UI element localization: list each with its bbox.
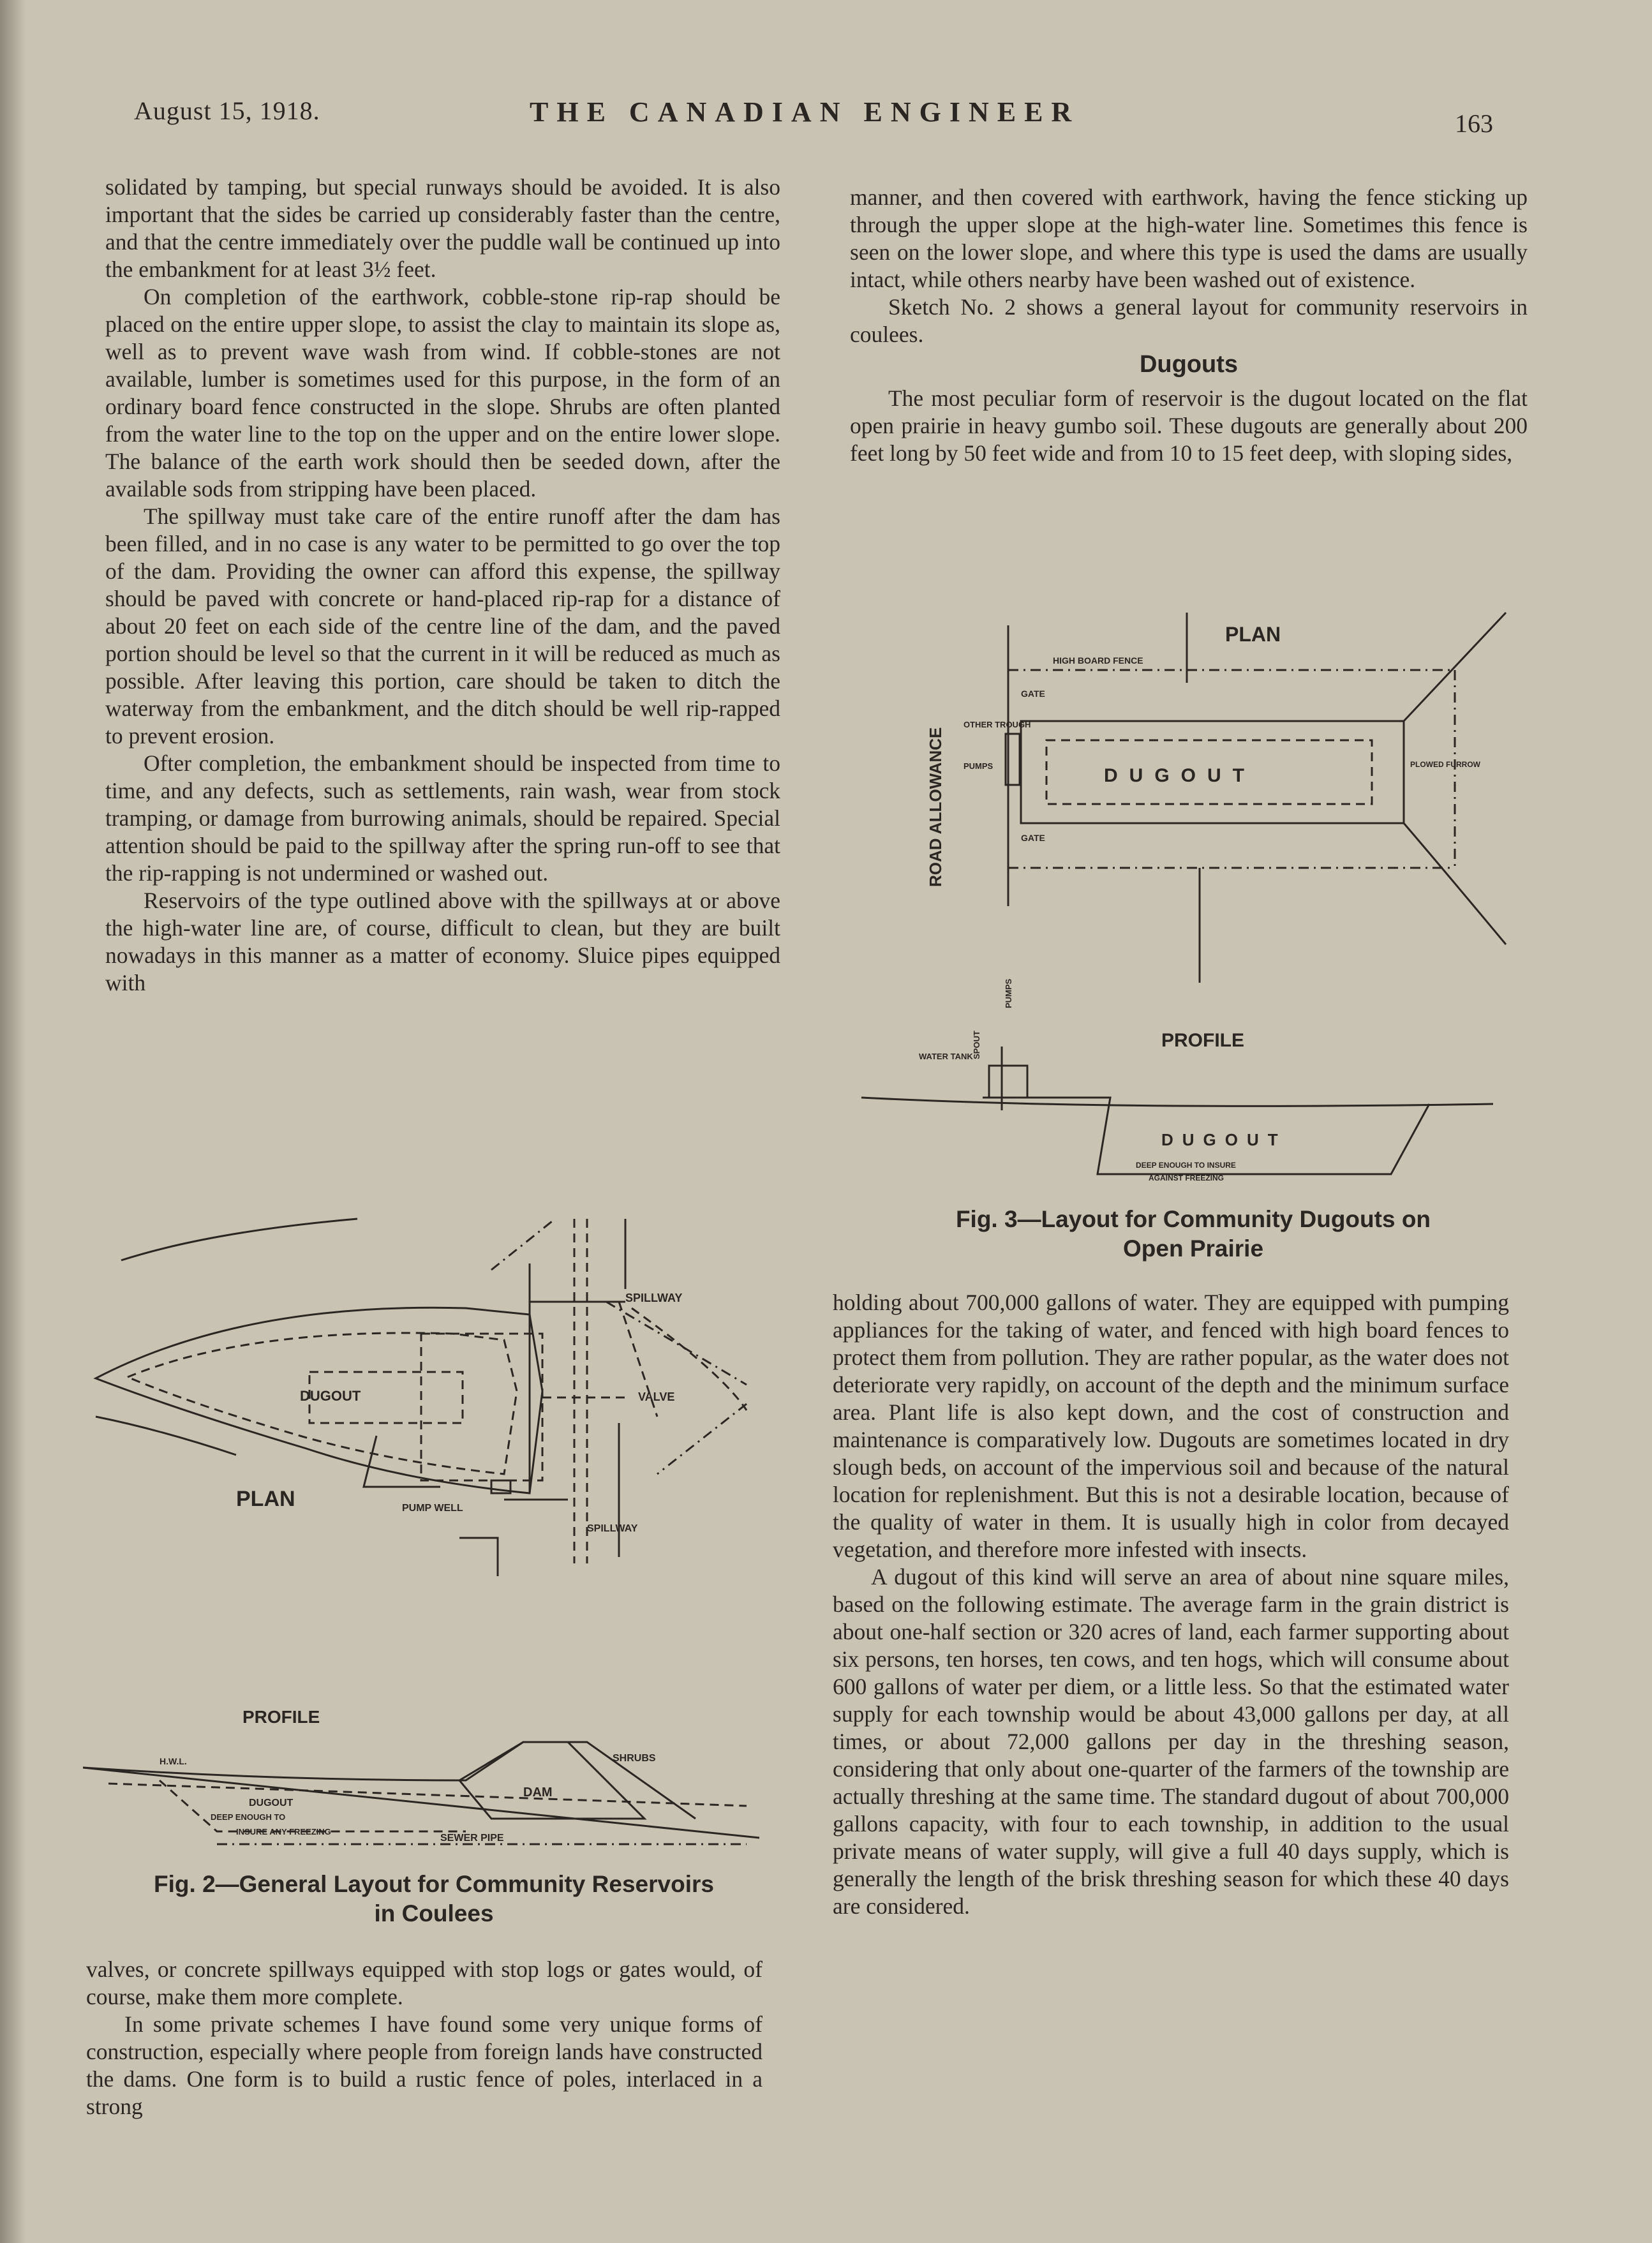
fig3-pumps-profile-label: PUMPS (1004, 978, 1013, 1008)
fig2-profile-label: PROFILE (242, 1707, 320, 1727)
figure-2-drawing (83, 1206, 772, 1870)
fig3-road-allowance-label: ROAD ALLOWANCE (926, 727, 945, 887)
fig3-other-trough-label: OTHER TROUGH (964, 720, 1031, 729)
fig2-shrubs-label: SHRUBS (613, 1753, 656, 1764)
paragraph: solidated by tamping, but special runways should be avoided. It is also important that the sides be carried up considerably faster than the centre, and that the centre immediately over the puddle wall be continued up into the embankment for at least 3½ feet. (105, 174, 780, 282)
fig2-sewer-label: SEWER PIPE (440, 1833, 504, 1844)
fig2-valve-label: VALVE (638, 1390, 675, 1403)
paragraph: Sketch No. 2 shows a general layout for community reservoirs in coulees. (850, 294, 1528, 347)
section-heading-dugouts: Dugouts (1139, 351, 1239, 378)
fig2-deep-enough-label: DEEP ENOUGH TO (211, 1812, 286, 1822)
paragraph: In some private schemes I have found some very unique forms of construction, especially where people from foreign lands have constructed the dams. One form is to build a rustic fence of poles, interlaced in a strong (86, 2011, 763, 2119)
fig3-pumps-label: PUMPS (964, 761, 993, 771)
paragraph: Ofter completion, the embankment should be inspected from time to time, and any defects, such as settlements, rain wash, wear from stock tramping, or damage from burrowing animals, should be repaired. Special attention should be paid to the spillway after the spring run-off to see that the rip-rapping is not undermined or washed out. (105, 750, 780, 886)
fig3-profile-label: PROFILE (1161, 1030, 1245, 1051)
header-date: August 15, 1918. (134, 96, 320, 125)
fig3-plan-label: PLAN (1225, 623, 1281, 646)
figure-2-caption-line-2: in Coulees (374, 1900, 494, 1926)
paragraph: On completion of the earthwork, cobble-stone rip-rap should be placed on the entire upper slope, to assist the clay to maintain its slope as, well as to prevent wave wash from wind. If cobble-stones are not available, lumber is sometimes used for this purpose, in the form of an ordinary board fence constructed in the slope. Shrubs are often planted from the water line to the top on the upper and on the entire lower slope. The balance of the earth work should then be seeded down, after the available sods from stripping have been placed. (105, 284, 780, 502)
fig2-spillway-bottom-label: SPILLWAY (587, 1523, 638, 1534)
figure-3-caption-line-2: Open Prairie (1122, 1235, 1264, 1262)
figure-3-caption-line-1: Fig. 3—Layout for Community Dugouts on (955, 1206, 1431, 1232)
fig3-against-freezing-label: AGAINST FREEZING (1149, 1174, 1224, 1182)
fig3-dugout-profile-label: DUGOUT (1161, 1130, 1287, 1149)
binding-shadow (0, 0, 26, 2243)
paragraph: holding about 700,000 gallons of water. They are equipped with pumping appliances for the taking of water, and fenced with high board fences to protect them from pollution. They are rather popular, as the water does not deteriorate very rapidly, on account of the depth and the minimum surface area. Plant life is also kept down, and the cost of construction and maintenance is comparatively low. Dugouts are sometimes located in dry slough beds, on account of the impervious soil and because of the natural location for replenishment. But this is not a desirable location, because of the quality of water in them. It is usually high in color from decayed vegetation, and therefore more infested with insects. (833, 1290, 1509, 1562)
figure-2-caption (105, 1870, 763, 1928)
running-header (0, 96, 1652, 147)
fig3-gate-top-label: GATE (1021, 689, 1045, 699)
figure-3-caption (855, 1205, 1531, 1263)
fig3-gate-bottom-label: GATE (1021, 833, 1045, 843)
fig3-dugout-label: DUGOUT (1104, 765, 1256, 786)
left-column-bottom (86, 1956, 763, 2120)
fig3-plowed-furrow-label: PLOWED FURROW (1410, 760, 1480, 769)
fig2-dugout-profile-label: DUGOUT (249, 1798, 294, 1808)
paragraph: The spillway must take care of the entire runoff after the dam has been filled, and in no case is any water to be permitted to go over the top of the dam. Providing the owner can afford this expense, the spillway should be paved with concrete or hand-placed rip-rap for a distance of about 20 feet on each side of the centre line of the dam, and the paved portion should be level so that the current in it will be reduced as much as possible. After leaving this portion, care should be taken to ditch the waterway from the embankment, and the ditch should be well rip-rapped to prevent erosion. (105, 503, 780, 749)
fig2-dugout-label: DUGOUT (300, 1388, 361, 1404)
fig3-deep-enough-label: DEEP ENOUGH TO INSURE (1136, 1161, 1236, 1170)
paragraph: valves, or concrete spillways equipped with stop logs or gates would, of course, make them more complete. (86, 1956, 763, 2009)
paragraph: Reservoirs of the type outlined above with the spillways at or above the high-water line are, of course, difficult to clean, but they are built nowadays in this manner as a matter of economy. Sluice pipes equipped with (105, 888, 780, 995)
figure-2-reservoir-layout (83, 1206, 772, 1870)
fig2-dam-label: DAM (523, 1785, 553, 1800)
fig2-spillway-top-label: SPILLWAY (625, 1292, 683, 1304)
figure-3-drawing (855, 600, 1531, 1200)
right-column-bottom (833, 1289, 1509, 1920)
paragraph: A dugout of this kind will serve an area of about nine square miles, based on the following estimate. The average farm in the grain district is about one-half section or 320 acres of land, each farmer supporting about six persons, ten horses, ten cows, and ten hogs, which will consume about 600 gallons of water per diem, or a little less. So that the estimated water supply for each township would be about 43,000 gallons per day, at all times, or about 72,000 gallons per day in the threshing season, considering that only about one-quarter of the farmers of the township are actually threshing at the same time. The standard dugout of about 700,000 gallons capacity, with four to each township, in addition to the usual private means of water supply, will give a full 40 days supply, which is generally the length of the brisk threshing season for which these 40 days are considered. (833, 1564, 1509, 1919)
header-page-number: 163 (1455, 109, 1493, 138)
fig2-insure-label: INSURE ANY FREEZING (236, 1827, 331, 1837)
left-column-top (105, 174, 780, 997)
fig3-spout-label: SPOUT (972, 1031, 981, 1059)
fig2-plan-label: PLAN (236, 1487, 295, 1511)
figure-2-caption-line-1: Fig. 2—General Layout for Community Reservoirs (154, 1871, 714, 1897)
header-journal-title: THE CANADIAN ENGINEER (530, 96, 1080, 128)
figure-3-dugout-layout (855, 600, 1531, 1200)
paragraph: The most peculiar form of reservoir is the dugout located on the flat open prairie in heavy gumbo soil. These dugouts are generally about 200 feet long by 50 feet wide and from 10 to 15 feet deep, with sloping sides, (850, 385, 1528, 466)
fig2-hwl-label: H.W.L. (160, 1756, 187, 1766)
fig3-water-tank-label: WATER TANK (919, 1052, 973, 1061)
fig3-high-board-fence-label: HIGH BOARD FENCE (1053, 655, 1143, 666)
right-column-top (850, 184, 1528, 467)
fig2-pump-well-label: PUMP WELL (402, 1503, 463, 1514)
paragraph: manner, and then covered with earthwork, having the fence sticking up through the upper slope at the high-water line. Sometimes this fence is seen on the lower slope, and where this type is used the dams are usually intact, while others nearby have been washed out of existence. (850, 184, 1528, 292)
